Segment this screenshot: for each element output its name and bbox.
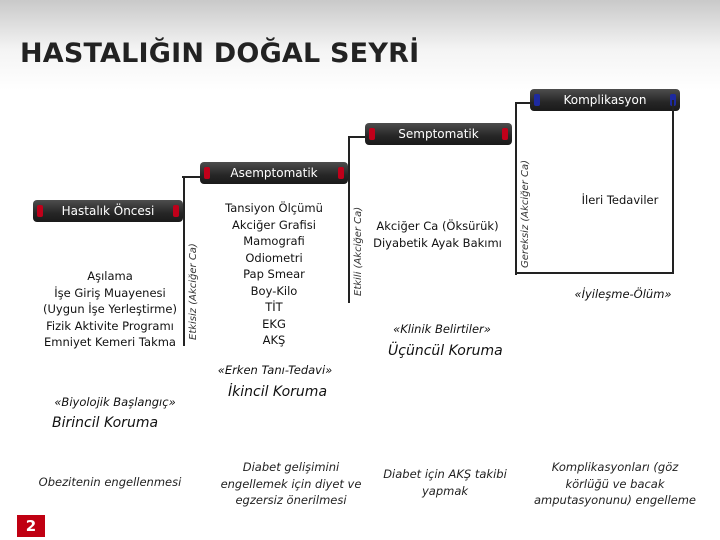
stage-cap-left <box>204 167 210 179</box>
stage-asemptomatik <box>200 162 348 184</box>
col3-items: Akciğer Ca (Öksürük) Diyabetik Ayak Bakımı <box>373 219 502 250</box>
example-1: Obezitenin engellenmesi <box>38 475 182 489</box>
bracket-line <box>348 137 350 303</box>
stage-komplikasyon <box>530 89 680 111</box>
stage-semptomatik-label: Semptomatik <box>398 127 479 141</box>
page-title: HASTALIĞIN DOĞAL SEYRİ <box>20 38 420 69</box>
stage-cap-right <box>173 205 179 217</box>
stage-cap-left <box>369 128 375 140</box>
bracket-line <box>672 100 674 274</box>
level-ikincil: İkincil Koruma <box>228 384 328 400</box>
col4-items: İleri Tedaviler <box>581 193 659 207</box>
phase-biyolojik: «Biyolojik Başlangıç» <box>54 395 176 409</box>
divider-etkisiz-label: Etkisiz (Akciğer Ca) <box>188 243 199 340</box>
phase-klinik: «Klinik Belirtiler» <box>393 322 491 336</box>
stage-asemptomatik-label: Asemptomatik <box>230 166 318 180</box>
bracket-line <box>348 136 368 138</box>
level-birincil: Birincil Koruma <box>52 415 159 431</box>
page-number-badge: 2 <box>17 515 45 537</box>
stage-hastalik-oncesi <box>33 200 183 222</box>
bracket-line <box>515 102 533 104</box>
bracket-line <box>182 176 202 178</box>
phase-iyilesme: «İyileşme-Ölüm» <box>574 287 672 301</box>
divider-etkili-label: Etkili (Akciğer Ca) <box>353 206 364 296</box>
stage-cap-right <box>338 167 344 179</box>
stage-komplikasyon-label: Komplikasyon <box>563 93 647 107</box>
example-2: Diabet gelişimini engellemek için diyet ve egzersiz önerilmesi <box>220 460 362 507</box>
level-ucuncul: Üçüncül Koruma <box>388 343 503 359</box>
example-3: Diabet için AKŞ takibi yapmak <box>383 467 507 498</box>
phase-erken: «Erken Tanı-Tedavi» <box>217 363 333 377</box>
divider-gereksiz-label: Gereksiz (Akciğer Ca) <box>520 160 531 268</box>
stage-cap-right <box>502 128 508 140</box>
bracket-line <box>515 103 517 275</box>
stage-hastalik-oncesi-label: Hastalık Öncesi <box>61 204 155 218</box>
stage-semptomatik <box>365 123 512 145</box>
col2-items: Tansiyon Ölçümü Akciğer Grafisi Mamografi Odiometri Pap Smear Boy-Kilo TİT EKG AKŞ <box>225 201 323 347</box>
example-4: Komplikasyonları (göz körlüğü ve bacak amputasyonunu) engelleme <box>533 460 696 507</box>
stage-cap-left <box>534 94 540 106</box>
stage-cap-left <box>37 205 43 217</box>
col1-items: Aşılama İşe Giriş Muayenesi (Uygun İşe Yerleştirme) Fizik Aktivite Programı Emniyet Kemeri Takma <box>43 269 177 349</box>
